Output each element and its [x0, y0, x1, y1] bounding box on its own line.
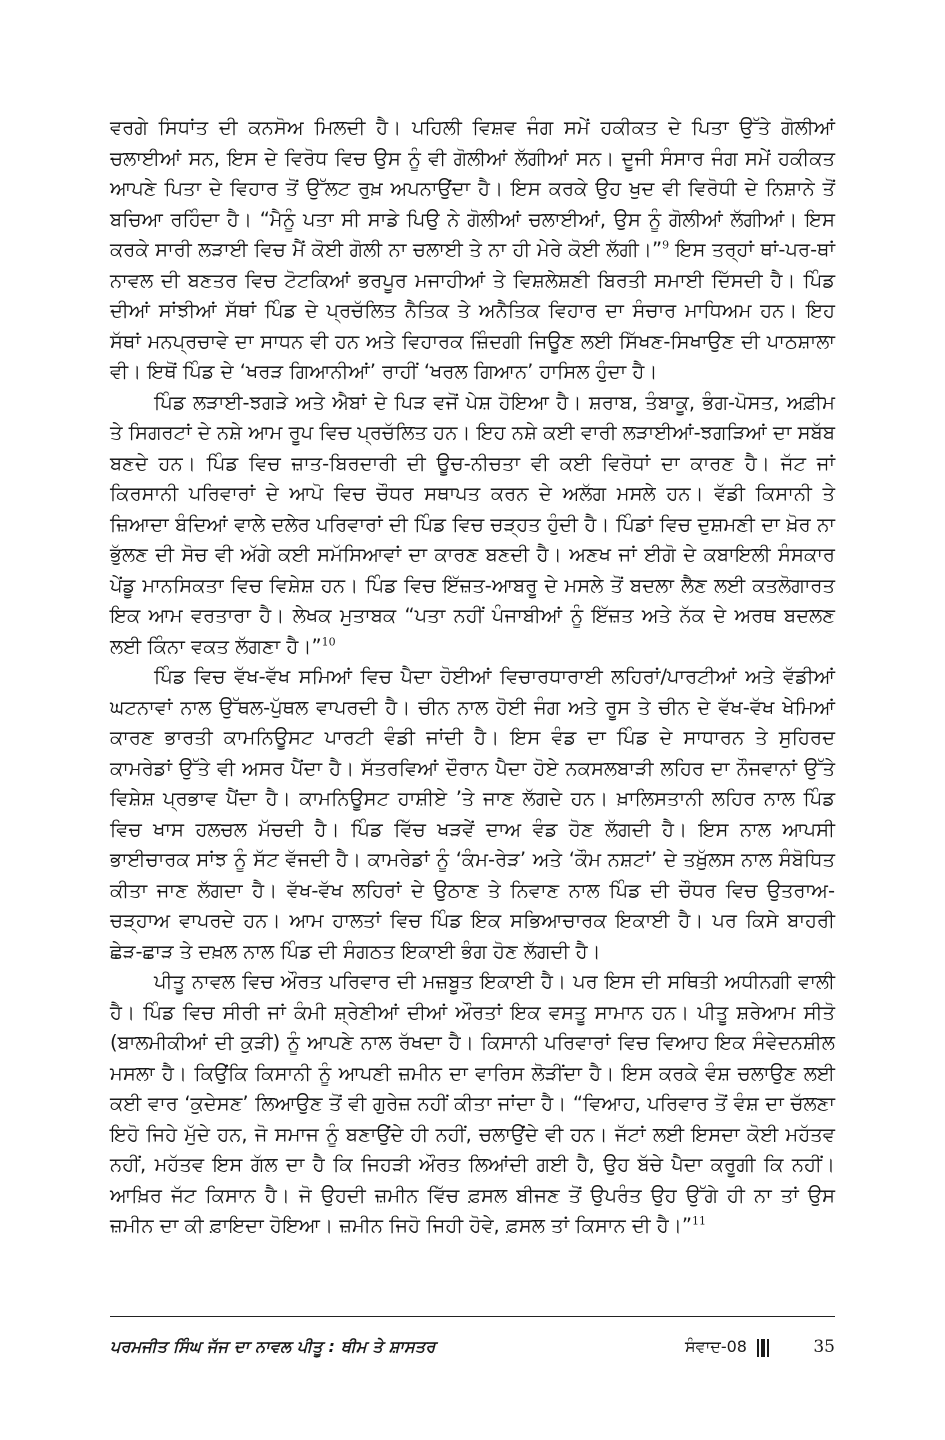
- footnote-ref-11[interactable]: 11: [692, 1214, 707, 1228]
- journal-name: ਸੰਵਾਦ-08: [685, 1337, 747, 1356]
- paragraph-1-continued: ਇਸ ਤਰ੍ਹਾਂ ਥਾਂ-ਪਰ-ਥਾਂ ਨਾਵਲ ਦੀ ਬਣਤਰ ਵਿਚ ਟੋਟਕਿਆਂ ਭਰਪੂਰ ਮਜਾਹੀਆਂ ਤੇ ਵਿਸ਼ਲੇਸ਼ਣੀ ਬਿਰਤੀ ਸਮਾਈ ਦਿੱਸਦੀ ਹੈ। ਪਿੰਡ ਦੀਆਂ ਸਾਂਝੀਆਂ ਸੱਥਾਂ ਪਿੰਡ ਦੇ ਪ੍ਰਚੱਲਿਤ ਨੈਤਿਕ ਤੇ ਅਨੈਤਿਕ ਵਿਹਾਰ ਦਾ ਸੰਚਾਰ ਮਾਧਿਅਮ ਹਨ। ਇਹ ਸੱਥਾਂ ਮਨਪ੍ਰਚਾਵੇ ਦਾ ਸਾਧਨ ਵੀ ਹਨ ਅਤੇ ਵਿਹਾਰਕ ਜ਼ਿੰਦਗੀ ਜਿਊਣ ਲਈ ਸਿੱਖਣ-ਸਿਖਾਉਣ ਦੀ ਪਾਠਸ਼ਾਲਾ ਵੀ। ਇਥੋਂ ਪਿੰਡ ਦੇ ‘ਖਰੜ ਗਿਆਨੀਆਂ’ ਰਾਹੀਂ ‘ਖਰਲ ਗਿਆਨ’ ਹਾਸਿਲ ਹੁੰਦਾ ਹੈ।: [110, 238, 836, 383]
- paragraph-2-text: ਪਿੰਡ ਲੜਾਈ-ਝਗੜੇ ਅਤੇ ਐਬਾਂ ਦੇ ਪਿੜ ਵਜੋਂ ਪੇਸ਼ ਹੋਇਆ ਹੈ। ਸ਼ਰਾਬ, ਤੰਬਾਕੂ, ਭੰਗ-ਪੋਸਤ, ਅਫ਼ੀਮ ਤੇ ਸਿਗਰਟਾਂ ਦੇ ਨਸ਼ੇ ਆਮ ਰੂਪ ਵਿਚ ਪ੍ਰਚੱਲਿਤ ਹਨ। ਇਹ ਨਸ਼ੇ ਕਈ ਵਾਰੀ ਲੜਾਈਆਂ-ਝਗੜਿਆਂ ਦਾ ਸਬੱਬ ਬਣਦੇ ਹਨ। ਪਿੰਡ ਵਿਚ ਜ਼ਾਤ-ਬਿਰਦਾਰੀ ਦੀ ਊਚ-ਨੀਚਤਾ ਵੀ ਕਈ ਵਿਰੋਧਾਂ ਦਾ ਕਾਰਣ ਹੈ। ਜੱਟ ਜਾਂ ਕਿਰਸਾਨੀ ਪਰਿਵਾਰਾਂ ਦੇ ਆਪੋ ਵਿਚ ਚੌਧਰ ਸਥਾਪਤ ਕਰਨ ਦੇ ਅਲੱਗ ਮਸਲੇ ਹਨ। ਵੱਡੀ ਕਿਸਾਨੀ ਤੇ ਜ਼ਿਆਦਾ ਬੰਦਿਆਂ ਵਾਲੇ ਦਲੇਰ ਪਰਿਵਾਰਾਂ ਦੀ ਪਿੰਡ ਵਿਚ ਚੜ੍ਹਤ ਹੁੰਦੀ ਹੈ। ਪਿੰਡਾਂ ਵਿਚ ਦੁਸ਼ਮਣੀ ਦਾ ਖ਼ੋਰ ਨਾ ਭੁੱਲਣ ਦੀ ਸੋਚ ਵੀ ਅੱਗੇ ਕਈ ਸਮੱਸਿਆਵਾਂ ਦਾ ਕਾਰਣ ਬਣਦੀ ਹੈ। ਅਣਖ ਜਾਂ ਈਗੋ ਦੇ ਕਬਾਇਲੀ ਸੰਸਕਾਰ ਪੇਂਡੂ ਮਾਨਸਿਕਤਾ ਵਿਚ ਵਿਸ਼ੇਸ਼ ਹਨ। ਪਿੰਡ ਵਿਚ ਇੱਜ਼ਤ-ਆਬਰੂ ਦੇ ਮਸਲੇ ਤੋਂ ਬਦਲਾ ਲੈਣ ਲਈ ਕਤਲੋਗਾਰਤ ਇਕ ਆਮ ਵਰਤਾਰਾ ਹੈ। ਲੇਖਕ ਮੁਤਾਬਕ “ਪਤਾ ਨਹੀਂ ਪੰਜਾਬੀਆਂ ਨੂੰ ਇੱਜ਼ਤ ਅਤੇ ਨੱਕ ਦੇ ਅਰਥ ਬਦਲਣ ਲਈ ਕਿੰਨਾ ਵਕਤ ਲੱਗਣਾ ਹੈ।”: [110, 390, 835, 658]
- paragraph-4: [110, 967, 835, 1242]
- paragraph-1-text: ਵਰਗੇ ਸਿਧਾਂਤ ਦੀ ਕਨਸੋਅ ਮਿਲਦੀ ਹੈ। ਪਹਿਲੀ ਵਿਸ਼ਵ ਜੰਗ ਸਮੇਂ ਹਕੀਕਤ ਦੇ ਪਿਤਾ ਉੱਤੇ ਗੋਲੀਆਂ ਚਲਾਈਆਂ ਸਨ, ਇਸ ਦੇ ਵਿਰੋਧ ਵਿਚ ਉਸ ਨੂੰ ਵੀ ਗੋਲੀਆਂ ਲੱਗੀਆਂ ਸਨ। ਦੂਜੀ ਸੰਸਾਰ ਜੰਗ ਸਮੇਂ ਹਕੀਕਤ ਆਪਣੇ ਪਿਤਾ ਦੇ ਵਿਹਾਰ ਤੋਂ ਉੱਲਟ ਰੁਖ਼ ਅਪਨਾਉਂਦਾ ਹੈ। ਇਸ ਕਰਕੇ ਉਹ ਖੁਦ ਵੀ ਵਿਰੋਧੀ ਦੇ ਨਿਸ਼ਾਨੇ ਤੋਂ ਬਚਿਆ ਰਹਿੰਦਾ ਹੈ। “ਮੈਨੂੰ ਪਤਾ ਸੀ ਸਾਡੇ ਪਿਉ ਨੇ ਗੋਲੀਆਂ ਚਲਾਈਆਂ, ਉਸ ਨੂੰ ਗੋਲੀਆਂ ਲੱਗੀਆਂ। ਇਸ ਕਰਕੇ ਸਾਰੀ ਲੜਾਈ ਵਿਚ ਮੈਂ ਕੋਈ ਗੋਲੀ ਨਾ ਚਲਾਈ ਤੇ ਨਾ ਹੀ ਮੇਰੇ ਕੋਈ ਲੱਗੀ।”: [110, 116, 835, 261]
- paragraph-1: [110, 113, 835, 388]
- paragraph-3-text: ਪਿੰਡ ਵਿਚ ਵੱਖ-ਵੱਖ ਸਮਿਆਂ ਵਿਚ ਪੈਦਾ ਹੋਈਆਂ ਵਿਚਾਰਧਾਰਾਈ ਲਹਿਰਾਂ/ਪਾਰਟੀਆਂ ਅਤੇ ਵੱਡੀਆਂ ਘਟਨਾਵਾਂ ਨਾਲ ਉੱਥਲ-ਪੁੱਥਲ ਵਾਪਰਦੀ ਹੈ। ਚੀਨ ਨਾਲ ਹੋਈ ਜੰਗ ਅਤੇ ਰੂਸ ਤੇ ਚੀਨ ਦੇ ਵੱਖ-ਵੱਖ ਖੇਮਿਆਂ ਕਾਰਣ ਭਾਰਤੀ ਕਾਮਨਿਊਸਟ ਪਾਰਟੀ ਵੰਡੀ ਜਾਂਦੀ ਹੈ। ਇਸ ਵੰਡ ਦਾ ਪਿੰਡ ਦੇ ਸਾਧਾਰਨ ਤੇ ਸੁਹਿਰਦ ਕਾਮਰੇਡਾਂ ਉੱਤੇ ਵੀ ਅਸਰ ਪੈਂਦਾ ਹੈ। ਸੱਤਰਵਿਆਂ ਦੌਰਾਨ ਪੈਦਾ ਹੋਏ ਨਕਸਲਬਾੜੀ ਲਹਿਰ ਦਾ ਨੌਜਵਾਨਾਂ ਉੱਤੇ ਵਿਸ਼ੇਸ਼ ਪ੍ਰਭਾਵ ਪੈਂਦਾ ਹੈ। ਕਾਮਨਿਊਸਟ ਹਾਸ਼ੀਏ ’ਤੇ ਜਾਣ ਲੱਗਦੇ ਹਨ। ਖ਼ਾਲਿਸਤਾਨੀ ਲਹਿਰ ਨਾਲ ਪਿੰਡ ਵਿਚ ਖਾਸ ਹਲਚਲ ਮੱਚਦੀ ਹੈ। ਪਿੰਡ ਵਿੱਚ ਖੜਵੇਂ ਦਾਅ ਵੰਡ ਹੋਣ ਲੱਗਦੀ ਹੈ। ਇਸ ਨਾਲ ਆਪਸੀ ਭਾਈਚਾਰਕ ਸਾਂਝ ਨੂੰ ਸੱਟ ਵੱਜਦੀ ਹੈ। ਕਾਮਰੇਡਾਂ ਨੂੰ ‘ਕੰਮ-ਰੇੜ’ ਅਤੇ ‘ਕੌਮ ਨਸ਼ਟਾਂ’ ਦੇ ਤਖ਼ੁੱਲਸ ਨਾਲ ਸੰਬੋਧਿਤ ਕੀਤਾ ਜਾਣ ਲੱਗਦਾ ਹੈ। ਵੱਖ-ਵੱਖ ਲਹਿਰਾਂ ਦੇ ਉਠਾਣ ਤੇ ਨਿਵਾਣ ਨਾਲ ਪਿੰਡ ਦੀ ਚੌਧਰ ਵਿਚ ਉਤਰਾਅ-ਚੜ੍ਹਾਅ ਵਾਪਰਦੇ ਹਨ। ਆਮ ਹਾਲਤਾਂ ਵਿਚ ਪਿੰਡ ਇਕ ਸਭਿਆਚਾਰਕ ਇਕਾਈ ਹੈ। ਪਰ ਕਿਸੇ ਬਾਹਰੀ ਛੇੜ-ਛਾੜ ਤੇ ਦਖ਼ਲ ਨਾਲ ਪਿੰਡ ਦੀ ਸੰਗਠਤ ਇਕਾਈ ਭੰਗ ਹੋਣ ਲੱਗਦੀ ਹੈ।: [110, 665, 835, 963]
- footnote-ref-9[interactable]: 9: [662, 238, 670, 252]
- paragraph-4-text: ਪੀਤੂ ਨਾਵਲ ਵਿਚ ਔਰਤ ਪਰਿਵਾਰ ਦੀ ਮਜ਼ਬੂਤ ਇਕਾਈ ਹੈ। ਪਰ ਇਸ ਦੀ ਸਥਿਤੀ ਅਧੀਨਗੀ ਵਾਲੀ ਹੈ। ਪਿੰਡ ਵਿਚ ਸੀਰੀ ਜਾਂ ਕੰਮੀ ਸ਼੍ਰੇਣੀਆਂ ਦੀਆਂ ਔਰਤਾਂ ਇਕ ਵਸਤੂ ਸਾਮਾਨ ਹਨ। ਪੀਤੂ ਸ਼ਰੇਆਮ ਸੀਤੋ (ਬਾਲਮੀਕੀਆਂ ਦੀ ਕੁੜੀ) ਨੂੰ ਆਪਣੇ ਨਾਲ ਰੱਖਦਾ ਹੈ। ਕਿਸਾਨੀ ਪਰਿਵਾਰਾਂ ਵਿਚ ਵਿਆਹ ਇਕ ਸੰਵੇਦਨਸ਼ੀਲ ਮਸਲਾ ਹੈ। ਕਿਉਂਕਿ ਕਿਸਾਨੀ ਨੂੰ ਆਪਣੀ ਜ਼ਮੀਨ ਦਾ ਵਾਰਿਸ ਲੋੜੀਂਦਾ ਹੈ। ਇਸ ਕਰਕੇ ਵੰਸ਼ ਚਲਾਉਣ ਲਈ ਕਈ ਵਾਰ ‘ਕੁਦੇਸਣ’ ਲਿਆਉਣ ਤੋਂ ਵੀ ਗੁਰੇਜ਼ ਨਹੀਂ ਕੀਤਾ ਜਾਂਦਾ ਹੈ। “ਵਿਆਹ, ਪਰਿਵਾਰ ਤੋਂ ਵੰਸ਼ ਦਾ ਚੱਲਣਾ ਇਹੋ ਜਿਹੇ ਮੁੱਦੇ ਹਨ, ਜੋ ਸਮਾਜ ਨੂੰ ਬਣਾਉਂਦੇ ਹੀ ਨਹੀਂ, ਚਲਾਉਂਦੇ ਵੀ ਹਨ। ਜੱਟਾਂ ਲਈ ਇਸਦਾ ਕੋਈ ਮਹੱਤਵ ਨਹੀਂ, ਮਹੱਤਵ ਇਸ ਗੱਲ ਦਾ ਹੈ ਕਿ ਜਿਹੜੀ ਔਰਤ ਲਿਆਂਦੀ ਗਈ ਹੈ, ਉਹ ਬੱਚੇ ਪੈਦਾ ਕਰੂਗੀ ਕਿ ਨਹੀਂ। ਆਖ਼ਿਰ ਜੱਟ ਕਿਸਾਨ ਹੈ। ਜੋ ਉਹਦੀ ਜ਼ਮੀਨ ਵਿੱਚ ਫ਼ਸਲ ਬੀਜਣ ਤੋਂ ਉਪਰੰਤ ਉਹ ਉੱਗੇ ਹੀ ਨਾ ਤਾਂ ਉਸ ਜ਼ਮੀਨ ਦਾ ਕੀ ਫ਼ਾਇਦਾ ਹੋਇਆ। ਜ਼ਮੀਨ ਜਿਹੋ ਜਿਹੀ ਹੋਵੇ, ਫ਼ਸਲ ਤਾਂ ਕਿਸਾਨ ਦੀ ਹੈ।”: [110, 970, 835, 1237]
- bars-ornament-icon: [757, 1339, 773, 1357]
- body-text: [110, 113, 835, 1242]
- page-number: 35: [813, 1337, 835, 1357]
- footer-divider: [110, 1316, 835, 1317]
- running-title: ਪਰਮਜੀਤ ਸਿੰਘ ਜੱਜ ਦਾ ਨਾਵਲ ਪੀਤੂ : ਥੀਮ ਤੇ ਸ਼ਾਸਤਰ: [110, 1337, 436, 1356]
- page-footer: [110, 1337, 835, 1367]
- footnote-ref-10[interactable]: 10: [321, 635, 336, 648]
- paragraph-2: [110, 388, 835, 663]
- paragraph-3: [110, 662, 835, 967]
